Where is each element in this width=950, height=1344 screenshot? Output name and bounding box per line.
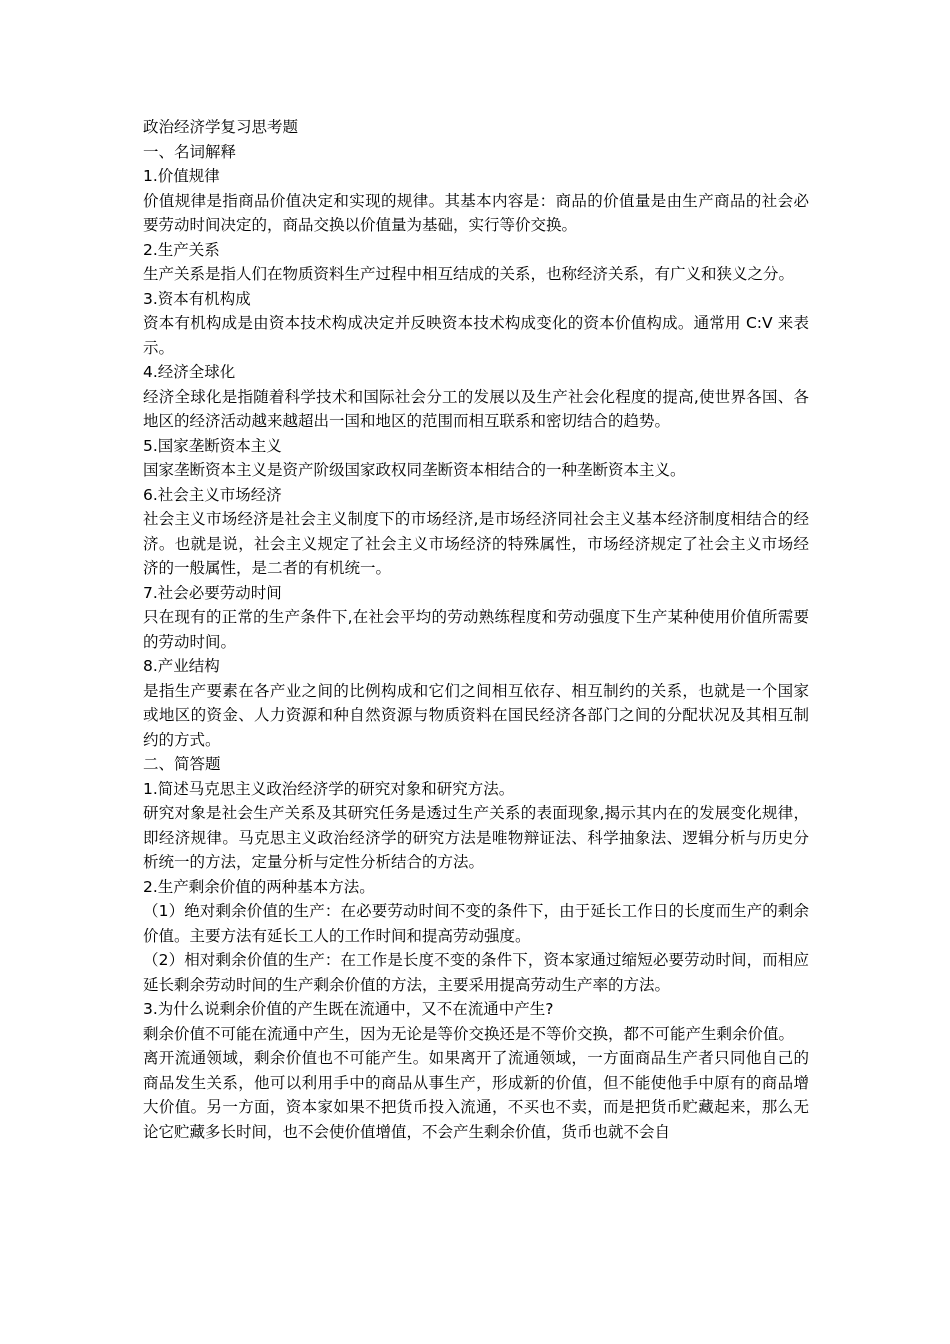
term-definition: 资本有机构成是由资本技术构成决定并反映资本技术构成变化的资本价值构成。通常用 C:V 来表示。 — [143, 314, 809, 357]
answer-paragraph: （2）相对剩余价值的生产：在工作是长度不变的条件下，资本家通过缩短必要劳动时间，而相应延长剩余劳动时间的生产剩余价值的方法，主要采用提高劳动生产率的方法。 — [143, 951, 809, 994]
document-page — [143, 115, 809, 1144]
term-heading: 3.资本有机构成 — [143, 289, 251, 308]
term-heading: 8.产业结构 — [143, 657, 220, 675]
term-definition: 社会主义市场经济是社会主义制度下的市场经济,是市场经济同社会主义基本经济制度相结合的经济。也就是说，社会主义规定了社会主义市场经济的特殊属性，市场经济规定了社会主义市场经济的一般属性，是二者的有机统一。 — [143, 510, 809, 577]
section-heading-terms: 一、名词解释 — [143, 142, 237, 161]
term-heading: 5.国家垄断资本主义 — [143, 436, 282, 455]
term-heading: 1.价值规律 — [143, 167, 220, 185]
term-heading: 2.生产关系 — [143, 240, 220, 259]
question-heading: 2.生产剩余价值的两种基本方法。 — [143, 877, 375, 896]
question-heading: 3.为什么说剩余价值的产生既在流通中，又不在流通中产生? — [143, 1000, 554, 1018]
term-heading: 4.经济全球化 — [143, 363, 236, 381]
answer-paragraph: 离开流通领域，剩余价值也不可能产生。如果离开了流通领域，一方面商品生产者只同他自己的商品发生关系，他可以利用手中的商品从事生产，形成新的价值，但不能使他手中原有的商品增大价值。另一方面，资本家如果不把货币投入流通，不买也不卖，而是把货币贮藏起来，那么无论它贮藏多长时间，也不会使价值增值，不会产生剩余价值，货币也就不会自 — [143, 1049, 809, 1141]
term-definition: 只在现有的正常的生产条件下,在社会平均的劳动熟练程度和劳动强度下生产某种使用价值所需要的劳动时间。 — [143, 608, 809, 651]
question-heading: 1.简述马克思主义政治经济学的研究对象和研究方法。 — [143, 779, 515, 798]
term-definition: 经济全球化是指随着科学技术和国际社会分工的发展以及生产社会化程度的提高,使世界各国、各地区的经济活动越来越超出一国和地区的范围而相互联系和密切结合的趋势。 — [143, 387, 809, 430]
answer-paragraph: （1）绝对剩余价值的生产：在必要劳动时间不变的条件下，由于延长工作日的长度而生产的剩余价值。主要方法有延长工人的工作时间和提高劳动强度。 — [143, 902, 809, 945]
document-title: 政治经济学复习思考题 — [143, 118, 299, 136]
term-heading: 6.社会主义市场经济 — [143, 485, 282, 504]
term-definition: 是指生产要素在各产业之间的比例构成和它们之间相互依存、相互制约的关系，也就是一个国家或地区的资金、人力资源和种自然资源与物质资料在国民经济各部门之间的分配状况及其相互制约的方式。 — [143, 681, 809, 749]
term-heading: 7.社会必要劳动时间 — [143, 583, 282, 602]
answer-paragraph: 剩余价值不可能在流通中产生，因为无论是等价交换还是不等价交换，都不可能产生剩余价值。 — [143, 1024, 795, 1043]
term-definition: 生产关系是指人们在物质资料生产过程中相互结成的关系，也称经济关系，有广义和狭义之分。 — [143, 265, 795, 283]
term-definition: 价值规律是指商品价值决定和实现的规律。其基本内容是：商品的价值量是由生产商品的社会必要劳动时间决定的，商品交换以价值量为基础，实行等价交换。 — [143, 191, 809, 234]
section-heading-questions: 二、简答题 — [143, 755, 221, 773]
answer-paragraph: 研究对象是社会生产关系及其研究任务是透过生产关系的表面现象,揭示其内在的发展变化规律，即经济规律。马克思主义政治经济学的研究方法是唯物辩证法、科学抽象法、逻辑分析与历史分析统一的方法，定量分析与定性分析结合的方法。 — [143, 804, 809, 871]
term-definition: 国家垄断资本主义是资产阶级国家政权同垄断资本相结合的一种垄断资本主义。 — [143, 461, 686, 479]
